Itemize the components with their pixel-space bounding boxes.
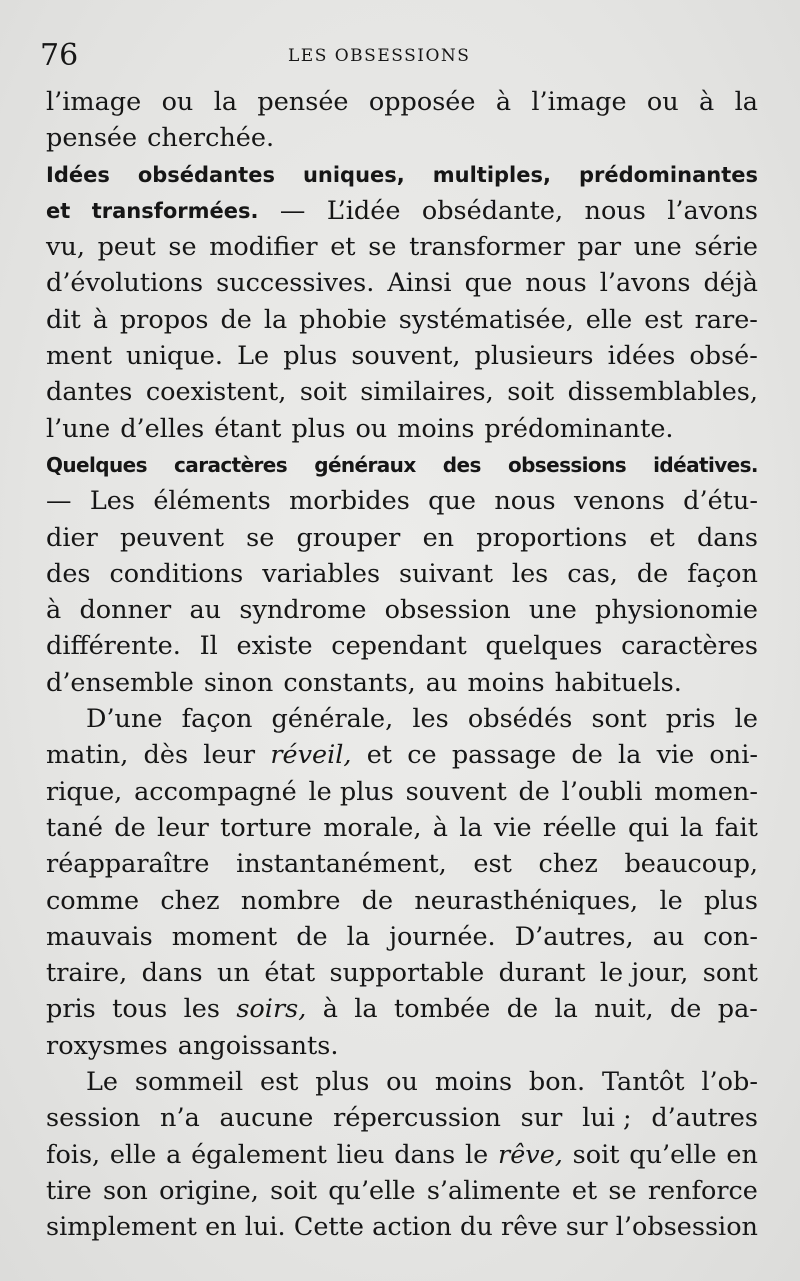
- word: étant: [214, 413, 282, 444]
- word: elle: [585, 304, 633, 335]
- word: n’a: [160, 1103, 200, 1134]
- word: mauvais: [46, 921, 153, 952]
- text-line: [46, 1173, 758, 1209]
- word: obsédés: [467, 704, 573, 735]
- text-line: [46, 157, 758, 193]
- word: moins: [397, 413, 475, 444]
- word: pris: [46, 994, 96, 1025]
- text-line: [46, 411, 758, 447]
- word: successives.: [216, 268, 375, 299]
- word: moins: [467, 667, 545, 698]
- word: peuvent: [119, 522, 224, 553]
- word: d’étu-: [683, 486, 758, 517]
- text-line: [46, 1028, 758, 1064]
- word: généraux: [314, 452, 416, 477]
- word: nous: [525, 268, 587, 299]
- word: neurasthéniques,: [414, 885, 639, 916]
- word: façon: [687, 558, 758, 589]
- word: qu’elle: [328, 1175, 416, 1206]
- word: obsession: [384, 595, 511, 626]
- word: coexistent,: [145, 377, 287, 408]
- word: tous: [112, 994, 168, 1025]
- word: Les: [89, 486, 135, 517]
- word: leur: [203, 740, 256, 771]
- word: l’avons: [599, 268, 691, 299]
- word: cherchée.: [147, 123, 275, 154]
- word: D’autres,: [514, 921, 634, 952]
- word: nous: [494, 486, 556, 517]
- word: lui ;: [582, 1103, 632, 1134]
- word: plus: [703, 885, 758, 916]
- word: ou: [355, 413, 388, 444]
- word: se: [246, 522, 275, 553]
- text-line: [46, 628, 758, 664]
- word: Le: [86, 1067, 119, 1098]
- italic-word: rêve,: [498, 1139, 563, 1170]
- word: dissemblables,: [567, 377, 758, 408]
- word: phobie: [299, 304, 387, 335]
- word: des: [46, 558, 91, 589]
- word: morbides: [289, 486, 410, 517]
- word: de: [571, 740, 603, 771]
- word: de: [636, 558, 669, 589]
- word: ment: [46, 341, 112, 372]
- word: différente.: [46, 631, 181, 662]
- word: origine,: [159, 1175, 259, 1206]
- word: ou: [646, 87, 679, 117]
- word: D’une: [86, 704, 163, 735]
- word: proportions: [476, 522, 628, 553]
- word: dans: [141, 958, 203, 989]
- word: la: [213, 87, 238, 117]
- word: la: [618, 740, 642, 771]
- text-line: [46, 556, 758, 592]
- word: Ainsi: [387, 268, 452, 299]
- word: instantanément,: [236, 849, 447, 880]
- word: la: [554, 994, 578, 1025]
- text-line: [46, 774, 758, 810]
- word: l’ob-: [701, 1067, 758, 1098]
- word: éléments: [153, 486, 271, 517]
- word: dantes: [46, 377, 133, 408]
- word: angoissants.: [177, 1030, 339, 1061]
- word: dès: [143, 740, 189, 771]
- word: ou: [161, 87, 194, 117]
- word: la: [263, 304, 288, 335]
- word: a: [166, 1139, 182, 1170]
- word: plus: [283, 341, 338, 372]
- word: [270, 737, 351, 773]
- word: est: [473, 849, 512, 880]
- word: est: [644, 304, 683, 335]
- text-line: [46, 592, 758, 628]
- word: unique.: [126, 341, 223, 372]
- word: déjà: [703, 268, 758, 299]
- word: série: [694, 232, 758, 263]
- text-line: [46, 193, 758, 229]
- text-line: [46, 810, 758, 846]
- word: multiples,: [432, 162, 551, 187]
- word: dit: [46, 304, 81, 335]
- word: que: [464, 268, 513, 299]
- text-line: [46, 1209, 758, 1245]
- text-line: [46, 919, 758, 955]
- word: L’idée: [326, 195, 401, 226]
- word: ou: [386, 1067, 418, 1098]
- word: vie: [656, 740, 695, 771]
- word: fait: [714, 812, 758, 843]
- word: uniques,: [302, 162, 405, 187]
- word: le plus: [308, 776, 394, 807]
- word: nombre: [240, 885, 341, 916]
- text-line: [46, 665, 758, 701]
- word: l’avons: [667, 195, 758, 226]
- word: [498, 1137, 563, 1173]
- word: d’évolutions: [46, 268, 204, 299]
- word: dans: [696, 522, 758, 553]
- word: soit: [270, 1175, 317, 1206]
- word: cas,: [567, 558, 618, 589]
- word: rêve: [500, 1212, 558, 1243]
- word: durant: [498, 958, 586, 989]
- word: le: [659, 885, 683, 916]
- word: les: [412, 704, 449, 735]
- word: caractères: [174, 452, 288, 477]
- word: en: [422, 522, 455, 553]
- word: le jour,: [599, 958, 689, 989]
- word: pensée: [257, 87, 349, 117]
- word: la: [734, 87, 758, 117]
- page-header: [40, 38, 780, 78]
- word: suivant: [399, 558, 493, 589]
- word: elle: [109, 1139, 157, 1170]
- word: caractères: [621, 631, 758, 662]
- word: obsédante,: [421, 195, 564, 226]
- word: en: [726, 1139, 758, 1170]
- word: Idées: [46, 162, 110, 187]
- word: prédominantes: [578, 162, 758, 187]
- word: quelques: [485, 631, 603, 662]
- word: des: [442, 452, 481, 477]
- page-number: 76: [40, 38, 79, 73]
- word: Tantôt: [602, 1067, 685, 1098]
- word: de: [669, 994, 702, 1025]
- word: s’alimente: [426, 1175, 561, 1206]
- word: souvent: [405, 776, 507, 807]
- word: simplement: [46, 1212, 197, 1243]
- word: sur: [520, 1103, 563, 1134]
- word: l’image: [46, 87, 142, 117]
- word: obsédantes: [137, 162, 275, 187]
- word: façon: [181, 704, 253, 735]
- word: transformer: [409, 232, 565, 263]
- text-line: [46, 483, 758, 519]
- word: de: [296, 921, 328, 952]
- text-line: [46, 1100, 758, 1136]
- word: de: [114, 812, 146, 843]
- word: plus: [291, 413, 346, 444]
- word: tire: [46, 1175, 92, 1206]
- word: bon.: [528, 1067, 586, 1098]
- word: aucune: [219, 1103, 314, 1134]
- word: lui.: [244, 1212, 286, 1243]
- word: de: [361, 885, 394, 916]
- word: moment: [171, 921, 278, 952]
- word: systématisée,: [398, 304, 574, 335]
- italic-word: soirs,: [236, 994, 307, 1025]
- word: qu’elle: [629, 1139, 717, 1170]
- word: de: [220, 304, 252, 335]
- text-line: [46, 338, 758, 374]
- word: prédominante.: [484, 413, 674, 444]
- word: se: [608, 1175, 637, 1206]
- word: vu,: [46, 232, 85, 263]
- word: générale,: [271, 704, 394, 735]
- word: torture: [220, 812, 312, 843]
- word: les: [511, 558, 549, 589]
- word: la: [346, 921, 371, 952]
- word: que: [428, 486, 476, 517]
- word: l’oubli: [561, 776, 643, 807]
- word: réapparaître: [46, 849, 210, 880]
- body-text: [46, 84, 758, 1246]
- word: —: [46, 486, 72, 517]
- word: sommeil: [134, 1067, 244, 1098]
- word: et: [366, 740, 393, 771]
- text-line: [46, 1064, 758, 1100]
- word: existe: [236, 631, 313, 662]
- word: de: [518, 776, 550, 807]
- word: répercussion: [333, 1103, 501, 1134]
- word: son: [102, 1175, 148, 1206]
- word: oni-: [709, 740, 758, 771]
- word: dans: [394, 1139, 456, 1170]
- word: la: [680, 812, 704, 843]
- word: comme: [46, 885, 140, 916]
- text-line: [46, 302, 758, 338]
- word: peut: [97, 232, 156, 263]
- word: venons: [574, 486, 665, 517]
- word: de: [506, 994, 539, 1025]
- word: Cette: [293, 1212, 364, 1243]
- word: momen-: [654, 776, 758, 807]
- text-line: [46, 374, 758, 410]
- word: du: [460, 1212, 493, 1243]
- word: et: [46, 198, 71, 223]
- word: souvent,: [351, 341, 461, 372]
- word: par: [577, 232, 622, 263]
- word: ce: [407, 740, 437, 771]
- word: lieu: [336, 1139, 385, 1170]
- word: moins: [434, 1067, 513, 1098]
- word: un: [217, 958, 250, 989]
- word: similaires,: [360, 377, 494, 408]
- word: l’obsession: [615, 1212, 758, 1243]
- word: se: [368, 232, 397, 263]
- text-line: [46, 846, 758, 882]
- word: grouper: [296, 522, 401, 553]
- word: —: [279, 195, 306, 226]
- word: rare-: [694, 304, 758, 335]
- word: con-: [703, 921, 758, 952]
- word: sur: [565, 1212, 608, 1243]
- word: renforce: [647, 1175, 758, 1206]
- word: une: [528, 595, 577, 626]
- word: supportable: [329, 958, 485, 989]
- text-line: [46, 84, 758, 120]
- word: et: [649, 522, 675, 553]
- word: et: [571, 1175, 598, 1206]
- text-line: [46, 737, 758, 773]
- word: soit: [572, 1139, 620, 1170]
- word: les: [183, 994, 220, 1025]
- text-line: [46, 701, 758, 737]
- text-line: [46, 520, 758, 556]
- word: transformées.: [91, 198, 259, 223]
- word: [236, 991, 306, 1027]
- word: la: [459, 812, 483, 843]
- word: à: [322, 994, 338, 1025]
- word: soit: [299, 377, 347, 408]
- text-line: [46, 265, 758, 301]
- word: obsessions: [507, 452, 627, 477]
- word: tané: [46, 812, 103, 843]
- word: accompagné: [134, 776, 297, 807]
- word: pensée: [46, 123, 138, 154]
- word: est: [259, 1067, 299, 1098]
- word: plus: [315, 1067, 370, 1098]
- word: le: [734, 704, 758, 735]
- text-line: [46, 991, 758, 1027]
- word: nuit,: [594, 994, 654, 1025]
- word: Le: [237, 341, 270, 372]
- word: dier: [46, 522, 98, 553]
- word: l’image: [531, 87, 627, 117]
- word: au: [425, 667, 458, 698]
- word: l’une: [46, 413, 111, 444]
- word: et: [330, 232, 356, 263]
- word: rique,: [46, 776, 123, 807]
- word: sont: [702, 958, 758, 989]
- word: journée.: [389, 921, 496, 952]
- text-line: [46, 955, 758, 991]
- running-head: LES OBSESSIONS: [288, 46, 471, 66]
- word: physionomie: [595, 595, 758, 626]
- word: action: [372, 1212, 452, 1243]
- word: traire,: [46, 958, 128, 989]
- word: à: [92, 304, 108, 335]
- word: à: [46, 595, 62, 626]
- word: en: [205, 1212, 237, 1243]
- text-line: [46, 447, 758, 483]
- word: pa-: [717, 994, 758, 1025]
- word: à: [432, 812, 448, 843]
- italic-word: réveil,: [270, 740, 352, 771]
- word: d’autres: [651, 1103, 758, 1134]
- word: passage: [451, 740, 557, 771]
- text-line: [46, 1137, 758, 1173]
- word: beaucoup,: [624, 849, 758, 880]
- word: qui: [627, 812, 669, 843]
- word: d’ensemble: [46, 667, 194, 698]
- word: sinon: [203, 667, 274, 698]
- word: leur: [156, 812, 209, 843]
- word: constants,: [283, 667, 416, 698]
- word: nous: [584, 195, 646, 226]
- word: propos: [119, 304, 209, 335]
- word: roxysmes: [46, 1030, 168, 1061]
- word: une: [633, 232, 682, 263]
- word: Quelques: [46, 452, 147, 477]
- word: syndrome: [239, 595, 367, 626]
- word: plusieurs: [474, 341, 594, 372]
- word: état: [264, 958, 316, 989]
- word: fois,: [46, 1139, 101, 1170]
- word: modifier: [209, 232, 318, 263]
- word: réelle: [542, 812, 617, 843]
- word: la: [354, 994, 378, 1025]
- word: au: [189, 595, 222, 626]
- word: se: [168, 232, 197, 263]
- word: à: [495, 87, 512, 117]
- word: vie: [493, 812, 532, 843]
- word: habituels.: [554, 667, 682, 698]
- word: soit: [507, 377, 555, 408]
- word: chez: [538, 849, 598, 880]
- word: session: [46, 1103, 141, 1134]
- word: idéatives.: [653, 452, 758, 477]
- word: sont: [591, 704, 647, 735]
- word: conditions: [109, 558, 244, 589]
- text-line: [46, 883, 758, 919]
- word: opposée: [368, 87, 476, 117]
- word: également: [191, 1139, 327, 1170]
- word: Il: [199, 631, 218, 662]
- word: pris: [665, 704, 716, 735]
- word: au: [652, 921, 685, 952]
- word: idées: [607, 341, 676, 372]
- word: le: [465, 1139, 489, 1170]
- text-line: [46, 120, 758, 156]
- word: donner: [79, 595, 172, 626]
- word: chez: [160, 885, 220, 916]
- word: cependant: [331, 631, 467, 662]
- word: d’elles: [120, 413, 205, 444]
- word: variables: [262, 558, 381, 589]
- word: morale,: [323, 812, 422, 843]
- word: obsé-: [689, 341, 758, 372]
- word: à: [699, 87, 715, 117]
- text-line: [46, 229, 758, 265]
- word: tombée: [394, 994, 491, 1025]
- word: matin,: [46, 740, 129, 771]
